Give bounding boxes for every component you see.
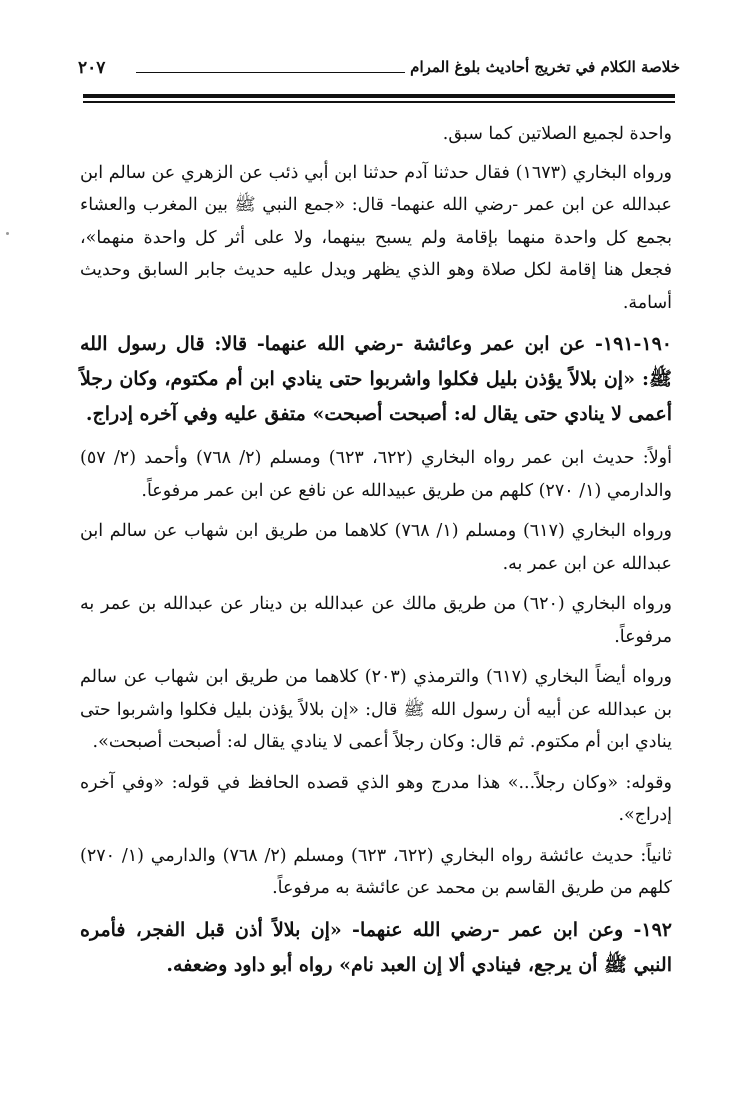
paragraph-second-aisha: ثانياً: حديث عائشة رواه البخاري (٦٢٢، ٦٢٣) ومسلم (٢/ ٧٦٨) والدارمي (١/ ٢٧٠) كلهم من طريق القاسم بن محمد عن عائشة به مرفوعاً. bbox=[80, 845, 672, 898]
paragraph-first-ibn-umar: أولاً: حديث ابن عمر رواه البخاري (٦٢٢، ٦٢٣) ومسلم (٢/ ٧٦٨) وأحمد (٢/ ٥٧) والدارمي (١/ ٢٧٠) كلهم من طريق عبيدالله عن نافع عن ابن عمر مرفوعاً. bbox=[80, 448, 672, 501]
paragraph-ibn-shihab: ورواه البخاري (٦١٧) ومسلم (١/ ٧٦٨) كلاهما من طريق ابن شهاب عن سالم ابن عبدالله عن ابن عمر به. bbox=[80, 521, 672, 574]
running-title: خلاصة الكلام في تخريج أحاديث بلوغ المرام bbox=[410, 58, 680, 76]
paragraph-tirmidhi: ورواه أيضاً البخاري (٦١٧) والترمذي (٢٠٣) كلاهما من طريق ابن شهاب عن سالم بن عبدالله عن أبيه أن رسول الله ﷺ قال: «إن بلالاً يؤذن بليل فكلوا واشربوا حتى ينادي ابن أم مكتوم. ثم قال: وكان رجلاً أعمى لا ينادي يقال له: أصبحت أصبحت». bbox=[80, 667, 672, 752]
hadith-192: ١٩٢- وعن ابن عمر -رضي الله عنهما- «إن بلالاً أذن قبل الفجر، فأمره النبي ﷺ أن يرجع، فينادي ألا إن العبد نام» رواه أبو داود وضعفه. bbox=[80, 918, 672, 976]
paragraph-continuation: واحدة لجميع الصلاتين كما سبق. bbox=[442, 124, 672, 144]
paragraph-bukhari-narration: ورواه البخاري (١٦٧٣) فقال حدثنا آدم حدثنا ابن أبي ذئب عن الزهري عن سالم ابن عبدالله عن ابن عمر -رضي الله عنهما- قال: «جمع النبي ﷺ بين المغرب والعشاء بجمع كل واحدة منهما بإقامة ولم يسبح بينهما، ولا على أثر كل واحدة منهما»، فجعل هنا إقامة لكل صلاة وهو الذي يظهر ويدل عليه حديث جابر السابق وحديث أسامة. bbox=[80, 162, 672, 313]
page-header bbox=[78, 52, 680, 92]
header-rule-thick bbox=[83, 94, 675, 98]
header-rule-thin bbox=[83, 101, 675, 103]
paragraph-malik: ورواه البخاري (٦٢٠) من طريق مالك عن عبدالله بن دينار عن عبدالله بن عمر به مرفوعاً. bbox=[80, 594, 672, 647]
paragraph-idraj-note: وقوله: «وكان رجلاً...» هذا مدرج وهو الذي قصده الحافظ في قوله: «وفي آخره إدراج». bbox=[80, 772, 672, 825]
hadith-190-191: ١٩٠-١٩١- عن ابن عمر وعائشة -رضي الله عنهما- قالا: قال رسول الله ﷺ: «إن بلالاً يؤذن بليل فكلوا واشربوا حتى ينادي ابن أم مكتوم، وكان رجلاً أعمى لا ينادي حتى يقال له: أصبحت أصبحت» متفق عليه وفي آخره إدراج. bbox=[80, 333, 672, 425]
header-leader-line bbox=[136, 72, 405, 73]
page-body bbox=[80, 118, 672, 993]
page-number: ٢٠٧ bbox=[78, 58, 106, 78]
margin-speck bbox=[6, 232, 9, 235]
